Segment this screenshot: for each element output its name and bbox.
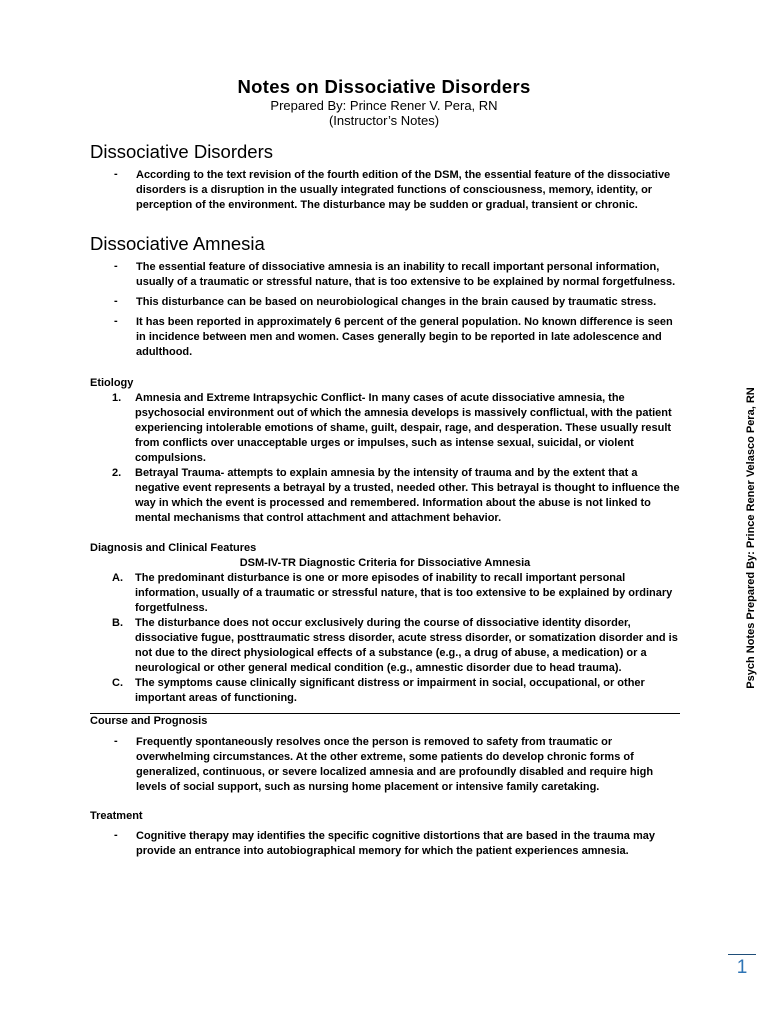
list-item: - Frequently spontaneously resolves once the person is removed to safety from traumatic or overwhelming circumstances. At the other extreme, some patients do develop chronic forms of generalized, continuous, or severe localized amnesia and are profoundly disabled and require high levels of social support, such as nursing home placement or intensive family caretaking. <box>90 735 680 795</box>
list-item: - It has been reported in approximately 6 percent of the general population. No known difference is seen in incidence between men and women. Cases generally begin to be reported in late adolescence and adulthood. <box>90 315 680 360</box>
list-item: - This disturbance can be based on neurobiological changes in the brain caused by traumatic stress. <box>90 295 680 310</box>
etiology-list <box>90 391 680 526</box>
document-title: Notes on Dissociative Disorders <box>237 76 531 97</box>
page-number: 1 <box>736 957 748 978</box>
list-item <box>90 616 680 676</box>
list-item-text: Amnesia and Extreme Intrapsychic Conflict- In many cases of acute dissociative amnesia, the psychosocial environment out of which the amnesia develops is massively conflictual, with the patient experiencing intolerable emotions of shame, guilt, despair, rage, and desperation. These usually result from conflicts over unacceptable urges or impulses, such as intense sexual, suicidal, or violent compulsions. <box>135 392 672 464</box>
instructor-note: (Instructor’s Notes) <box>328 113 440 128</box>
list-item <box>90 391 680 466</box>
list-marker: A. <box>112 572 123 584</box>
criteria-list <box>90 571 680 706</box>
list-marker: 2. <box>112 467 122 479</box>
list-item <box>90 571 680 616</box>
heading-dissociative-amnesia: Dissociative Amnesia <box>90 233 265 254</box>
list-item-text: Betrayal Trauma- attempts to explain amnesia by the intensity of trauma and by the extent that a negative event represents a betrayal by a trusted, needed other. This betrayal is thought to influence the way in which the event is processed and remembered. Information about the abuse is not linked to mental mechanisms that control attachment and attachment behavior. <box>135 467 680 524</box>
side-margin-note: Psych Notes Prepared By: Prince Rener Velasco Pera, RN <box>745 387 757 689</box>
author-line: Prepared By: Prince Rener V. Pera, RN <box>270 98 498 113</box>
list-marker: C. <box>112 677 123 689</box>
heading-etiology: Etiology <box>90 377 134 389</box>
list-item-text: The predominant disturbance is one or more episodes of inability to recall important personal information, usually of a traumatic or stressful nature, that is too extensive to be explained by ordinary forgetfulness. <box>135 572 673 614</box>
list-item <box>90 676 680 706</box>
list-marker: 1. <box>112 392 122 404</box>
dissociative-amnesia-list <box>90 260 680 360</box>
document-header <box>0 76 768 128</box>
treatment-list <box>90 829 680 859</box>
course-list <box>90 735 680 795</box>
criteria-title: DSM-IV-TR Diagnostic Criteria for Dissociative Amnesia <box>239 557 531 569</box>
heading-dissociative-disorders: Dissociative Disorders <box>90 141 273 162</box>
page-number-rule <box>728 954 756 955</box>
heading-diagnosis: Diagnosis and Clinical Features <box>90 542 257 554</box>
list-item <box>90 466 680 526</box>
list-marker: B. <box>112 617 123 629</box>
list-item: - The essential feature of dissociative amnesia is an inability to recall important personal information, usually of a traumatic or stressful nature, that is too extensive to be explained by normal forgetfulness. <box>90 260 680 290</box>
dissociative-disorders-list <box>90 168 680 213</box>
list-item: - According to the text revision of the fourth edition of the DSM, the essential feature of the dissociative disorders is a disruption in the usually integrated functions of consciousness, memory, identity, or perception of the environment. The disturbance may be sudden or gradual, transient or chronic. <box>90 168 680 213</box>
list-item: - Cognitive therapy may identifies the specific cognitive distortions that are based in the trauma may provide an entrance into autobiographical memory for which the patient experiences amnesia. <box>90 829 680 859</box>
document-body <box>90 140 680 859</box>
list-item-text: The symptoms cause clinically significant distress or impairment in social, occupational, or other important areas of functioning. <box>135 677 645 704</box>
heading-treatment: Treatment <box>90 810 143 822</box>
heading-course-prognosis: Course and Prognosis <box>90 715 208 727</box>
list-item-text: The disturbance does not occur exclusively during the course of dissociative identity disorder, dissociative fugue, posttraumatic stress disorder, acute stress disorder, or somatization disorder and is not due to the direct physiological effects of a substance (e.g., a drug of abuse, a medication) or a neurological or other general medical condition (e.g., amnestic disorder due to head trauma). <box>135 617 678 674</box>
